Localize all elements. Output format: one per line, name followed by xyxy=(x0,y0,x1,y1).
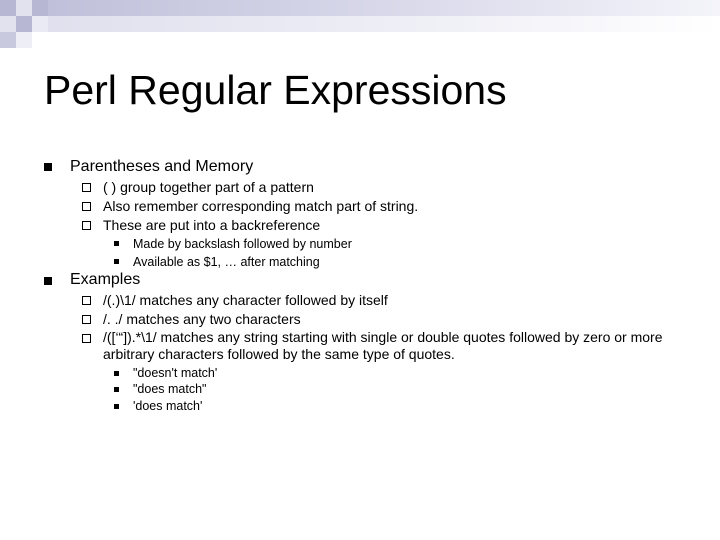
list-item: /(.)\1/ matches any character followed by itself xyxy=(103,292,388,308)
sub-list-item: "doesn't match' xyxy=(133,366,218,380)
decor-square xyxy=(16,0,32,16)
small-square-bullet-icon xyxy=(114,371,119,376)
hollow-square-bullet-icon xyxy=(82,296,91,305)
small-square-bullet-icon xyxy=(114,404,119,409)
hollow-square-bullet-icon xyxy=(82,202,91,211)
section-heading: Examples xyxy=(70,271,141,288)
decor-square xyxy=(32,0,48,16)
sub-list-item: "does match" xyxy=(133,382,207,396)
hollow-square-bullet-icon xyxy=(82,183,91,192)
decor-square xyxy=(32,16,48,32)
sub-list-item: 'does match' xyxy=(133,399,203,413)
decor-band xyxy=(48,16,720,32)
square-bullet-icon xyxy=(44,277,52,285)
small-square-bullet-icon xyxy=(114,259,119,264)
hollow-square-bullet-icon xyxy=(82,221,91,230)
decor-square xyxy=(16,16,32,32)
hollow-square-bullet-icon xyxy=(82,315,91,324)
decor-square xyxy=(0,32,16,48)
list-item: /([‘“]).*\1/ matches any string starting with single or double quotes followed by zero or more arbitrary characters followed by the same type of quotes. xyxy=(103,329,663,362)
list-item: /. ./ matches any two characters xyxy=(103,311,301,327)
header-decoration xyxy=(0,0,720,48)
sub-list-item: Made by backslash followed by number xyxy=(133,237,352,251)
decor-band xyxy=(48,0,720,16)
list-item: Also remember corresponding match part of string. xyxy=(103,198,419,214)
decor-square xyxy=(16,32,32,48)
list-item: These are put into a backreference xyxy=(103,217,321,233)
slide-title: Perl Regular Expressions xyxy=(44,67,507,113)
sub-list-item: Available as $1, … after matching xyxy=(133,255,320,269)
small-square-bullet-icon xyxy=(114,241,119,246)
decor-square xyxy=(0,16,16,32)
small-square-bullet-icon xyxy=(114,387,119,392)
list-item: ( ) group together part of a pattern xyxy=(103,179,314,195)
hollow-square-bullet-icon xyxy=(82,334,91,343)
section-heading: Parentheses and Memory xyxy=(70,158,254,175)
square-bullet-icon xyxy=(44,163,52,171)
decor-square xyxy=(0,0,16,16)
